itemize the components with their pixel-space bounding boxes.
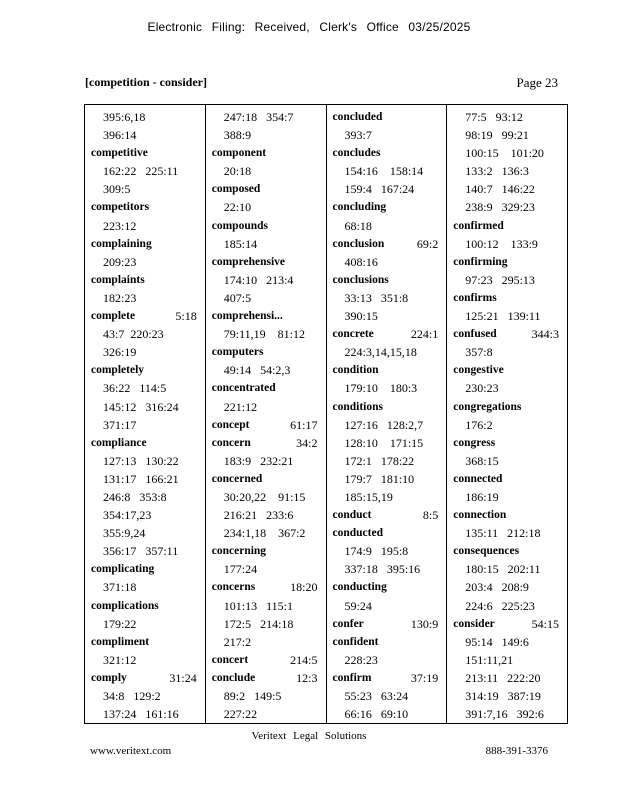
index-reference: 227:22 — [223, 707, 258, 722]
index-reference: 100:15 101:20 — [465, 146, 544, 161]
index-term-word: confused — [453, 328, 497, 341]
index-term — [453, 615, 567, 633]
index-term-word: concept — [211, 418, 250, 431]
index-term — [91, 307, 205, 325]
index-term: confident — [332, 635, 379, 648]
index-term-refs: 54:15 — [531, 616, 559, 631]
index-reference: 371:18 — [103, 580, 137, 595]
index-term-refs: 224:1 — [410, 327, 439, 342]
index-term: conclusions — [332, 273, 389, 286]
index-reference: 185:15,19 — [344, 489, 393, 504]
index-term: connected — [453, 472, 503, 485]
index-reference: 20:18 — [223, 164, 252, 179]
index-term — [333, 506, 447, 524]
index-term: congregations — [453, 400, 522, 413]
index-reference: 131:17 166:21 — [103, 471, 179, 486]
index-column-2 — [206, 105, 327, 723]
index-term: compounds — [211, 219, 268, 232]
index-term-refs: 214:5 — [290, 652, 318, 667]
index-reference: 186:19 — [465, 489, 499, 504]
index-reference: 407:5 — [223, 290, 252, 305]
index-term-refs: 12:3 — [296, 670, 318, 685]
index-term-word: conduct — [332, 509, 372, 522]
index-reference: 127:16 128:2,7 — [344, 417, 424, 432]
index-reference: 221:12 — [223, 399, 258, 414]
index-term-word: conclude — [211, 671, 256, 684]
index-reference: 230:23 — [465, 381, 499, 396]
index-reference: 33:13 351:8 — [344, 290, 409, 305]
index-reference: 246:8 353:8 — [103, 489, 167, 504]
index-reference: 100:12 133:9 — [465, 236, 538, 251]
footer-phone: 888-391-3376 — [485, 745, 548, 757]
index-reference: 396:14 — [103, 128, 137, 143]
index-reference: 182:23 — [103, 290, 137, 305]
index-reference: 174:10 213:4 — [223, 272, 294, 287]
index-term: component — [211, 147, 267, 160]
index-term: congress — [453, 436, 496, 449]
index-term: concluded — [332, 111, 383, 123]
index-term: confirms — [453, 291, 497, 304]
index-term-refs: 5:18 — [175, 309, 197, 324]
index-reference: 79:11,19 81:12 — [223, 327, 305, 342]
index-reference: 223:12 — [103, 218, 137, 233]
index-term-word: complete — [91, 310, 136, 323]
index-column-4 — [447, 105, 567, 723]
index-reference: 128:10 171:15 — [344, 435, 424, 450]
index-reference: 66:16 69:10 — [344, 707, 409, 722]
index-reference: 185:14 — [223, 236, 258, 251]
index-reference: 326:19 — [103, 345, 137, 360]
index-term — [333, 235, 447, 253]
index-term-word: concerns — [211, 581, 256, 594]
index-reference: 238:9 329:23 — [465, 200, 535, 215]
index-term: comprehensive — [211, 255, 286, 268]
index-reference: 49:14 54:2,3 — [223, 363, 291, 378]
index-term — [453, 325, 567, 343]
index-term — [212, 434, 326, 452]
index-reference: 95:14 149:6 — [465, 634, 529, 649]
index-term: congestive — [453, 364, 504, 377]
index-term-refs: 130:9 — [410, 616, 439, 631]
index-term: computers — [211, 346, 264, 359]
index-term: conducting — [332, 581, 387, 594]
index-reference: 172:1 178:22 — [344, 453, 415, 468]
index-reference: 388:9 — [223, 128, 252, 143]
index-reference: 309:5 — [103, 182, 131, 197]
index-reference: 391:7,16 392:6 — [465, 707, 544, 722]
index-term: competitors — [91, 201, 150, 214]
index-term-word: confirm — [332, 671, 372, 684]
index-reference: 127:13 130:22 — [103, 453, 179, 468]
index-term-refs: 18:20 — [290, 580, 318, 595]
index-reference: 145:12 316:24 — [103, 399, 179, 414]
index-reference: 77:5 93:12 — [465, 110, 523, 124]
index-term-word: concert — [211, 653, 249, 666]
index-term: complaining — [91, 237, 152, 250]
index-reference: 135:11 212:18 — [465, 526, 541, 541]
index-reference: 224:3,14,15,18 — [344, 345, 417, 360]
footer-website: www.veritext.com — [90, 745, 172, 757]
index-term-word: comply — [91, 671, 127, 684]
index-term: complaints — [91, 273, 145, 286]
index-reference: 247:18 354:7 — [223, 110, 294, 124]
index-reference: 390:15 — [344, 309, 378, 324]
index-reference: 97:23 295:13 — [465, 272, 535, 287]
index-term: competitive — [91, 147, 148, 160]
index-term-refs: 69:2 — [416, 236, 439, 251]
index-reference: 55:23 63:24 — [344, 689, 409, 703]
index-reference: 183:9 232:21 — [223, 453, 294, 468]
index-reference: 98:19 99:21 — [465, 128, 529, 143]
index-term: concentrated — [211, 382, 276, 395]
index-term: complications — [91, 599, 159, 612]
index-term — [91, 669, 205, 687]
index-term: completely — [91, 364, 145, 377]
index-reference: 151:11,21 — [465, 652, 514, 667]
index-term — [212, 669, 326, 687]
index-reference: 356:17 357:11 — [103, 544, 179, 559]
index-reference: 174:9 195:8 — [344, 544, 409, 559]
index-reference: 321:12 — [103, 652, 137, 667]
index-reference: 203:4 208:9 — [465, 580, 529, 595]
index-reference: 337:18 395:16 — [344, 562, 421, 577]
index-term-word: consider — [453, 617, 495, 630]
index-grid — [84, 104, 568, 724]
index-term: compliance — [91, 436, 147, 449]
index-reference: 101:13 115:1 — [223, 598, 293, 613]
index-reference: 159:4 167:24 — [344, 182, 415, 197]
index-term — [212, 651, 326, 669]
index-term: consequences — [453, 545, 520, 558]
footer-company: Veritext Legal Solutions — [251, 730, 367, 742]
index-column-3 — [327, 105, 448, 723]
index-reference: 140:7 146:22 — [465, 182, 535, 197]
index-term: compliment — [91, 635, 150, 648]
index-reference: 393:7 — [344, 128, 372, 143]
index-reference: 355:9,24 — [103, 526, 146, 541]
index-term: confirming — [453, 255, 508, 268]
index-reference: 395:6,18 — [103, 110, 146, 124]
index-term: concerned — [211, 472, 263, 485]
index-reference: 354:17,23 — [103, 508, 152, 523]
index-reference: 36:22 114:5 — [103, 381, 167, 396]
index-reference: 314:19 387:19 — [465, 689, 541, 703]
index-reference: 179:7 181:10 — [344, 471, 415, 486]
index-reference: 224:6 225:23 — [465, 598, 535, 613]
index-reference: 34:8 129:2 — [103, 689, 161, 703]
index-reference: 22:10 — [223, 200, 252, 215]
index-reference: 179:10 180:3 — [344, 381, 418, 396]
index-reference: 217:2 — [223, 634, 252, 649]
index-term: confirmed — [453, 219, 504, 232]
index-reference: 408:16 — [344, 254, 378, 269]
index-reference: 180:15 202:11 — [465, 562, 541, 577]
index-term-word: confer — [332, 617, 364, 630]
index-term: conditions — [332, 400, 383, 413]
index-reference: 216:21 233:6 — [223, 508, 294, 523]
index-term — [333, 615, 447, 633]
index-term: concerning — [211, 545, 267, 558]
index-reference: 228:23 — [344, 652, 378, 667]
index-term: complicating — [91, 563, 155, 576]
index-term — [333, 325, 447, 343]
index-reference: 368:15 — [465, 453, 499, 468]
index-term: connection — [453, 509, 507, 522]
index-term-word: concrete — [332, 328, 374, 341]
index-range-header: [competition - consider] — [85, 75, 207, 89]
index-term: composed — [211, 183, 261, 196]
index-reference: 213:11 222:20 — [465, 670, 541, 685]
index-term: concluding — [332, 201, 387, 214]
index-column-1 — [85, 105, 206, 723]
index-reference: 137:24 161:16 — [103, 707, 179, 722]
index-term: comprehensi... — [211, 310, 283, 323]
index-reference: 176:2 — [465, 417, 493, 432]
index-reference: 162:22 225:11 — [103, 164, 179, 179]
index-term-refs: 34:2 — [296, 435, 318, 450]
index-term-word: conclusion — [332, 237, 385, 250]
index-reference: 234:1,18 367:2 — [223, 526, 306, 541]
index-reference: 43:7 220:23 — [103, 327, 164, 342]
index-reference: 89:2 149:5 — [223, 689, 282, 703]
index-reference: 125:21 139:11 — [465, 309, 541, 324]
index-reference: 68:18 — [344, 218, 372, 233]
page-number: Page 23 — [516, 75, 558, 90]
index-reference: 357:8 — [465, 345, 493, 360]
index-term-word: concern — [211, 436, 251, 449]
index-term — [212, 416, 326, 434]
index-reference: 59:24 — [344, 598, 372, 613]
index-term-refs: 8:5 — [422, 508, 439, 523]
index-term-refs: 37:19 — [410, 670, 439, 685]
index-reference: 30:20,22 91:15 — [223, 489, 306, 504]
index-term-refs: 61:17 — [290, 417, 318, 432]
index-term: condition — [332, 364, 379, 377]
filing-stamp: Electronic Filing: Received, Clerk's Office 03/25/2025 — [147, 20, 471, 34]
index-term — [333, 669, 447, 687]
index-term: concludes — [332, 147, 381, 160]
index-reference: 154:16 158:14 — [344, 164, 424, 179]
index-term-refs: 31:24 — [169, 670, 197, 685]
index-term — [212, 578, 326, 596]
index-term: conducted — [332, 527, 383, 540]
index-reference: 209:23 — [103, 254, 137, 269]
index-term-refs: 344:3 — [531, 327, 559, 342]
index-reference: 133:2 136:3 — [465, 164, 529, 179]
index-reference: 371:17 — [103, 417, 137, 432]
index-reference: 179:22 — [103, 616, 137, 631]
index-reference: 172:5 214:18 — [223, 616, 294, 631]
index-reference: 177:24 — [223, 562, 258, 577]
